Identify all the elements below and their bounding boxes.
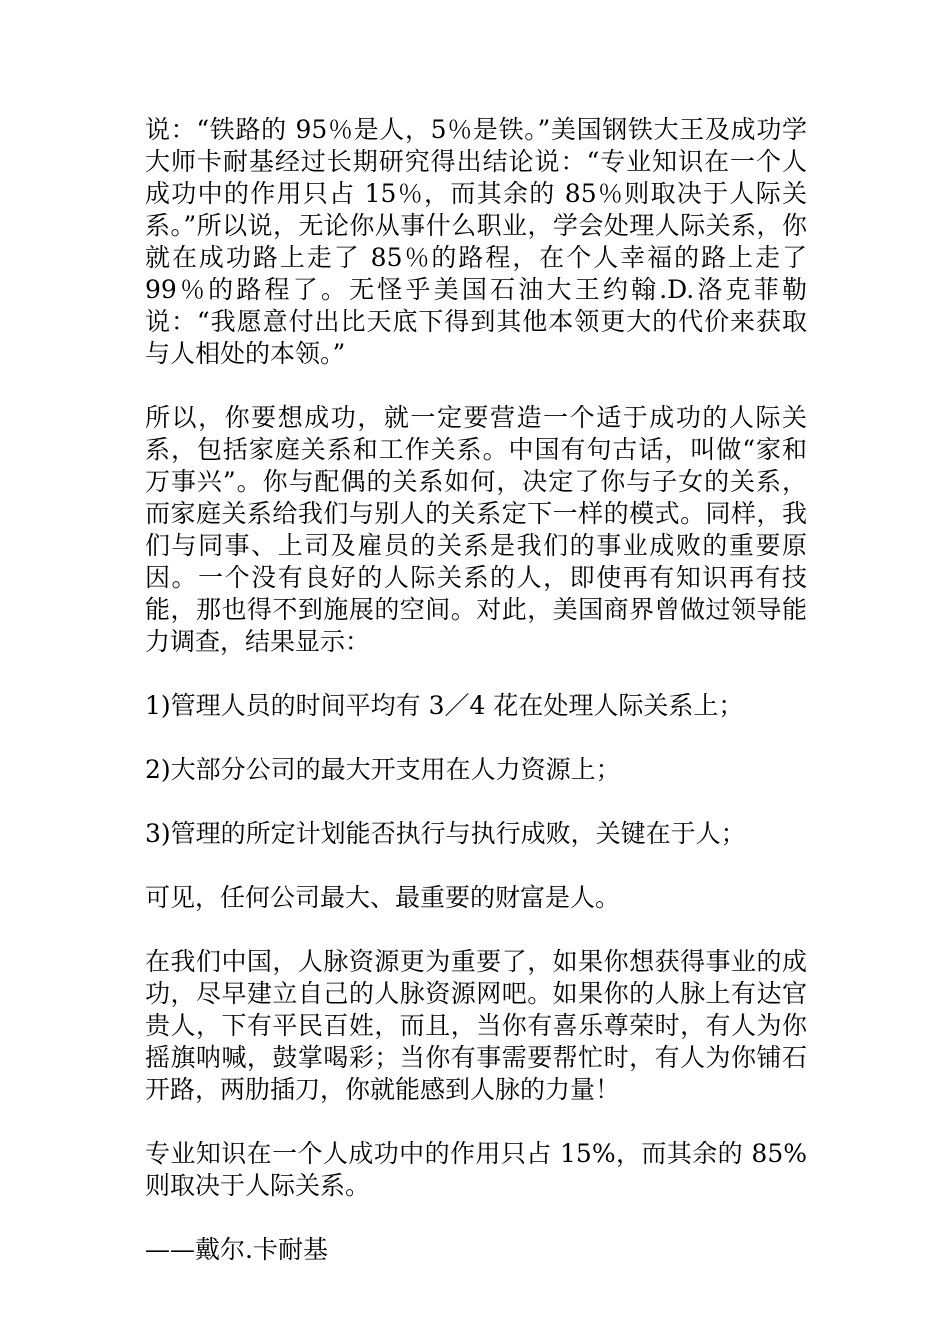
list-item-finding-2: 2)大部分公司的最大开支用在人力资源上； <box>145 755 621 784</box>
quote-attribution: ——戴尔.卡耐基 <box>145 1235 328 1264</box>
list-item-finding-1: 1)管理人员的时间平均有 3／4 花在处理人际关系上； <box>145 691 744 720</box>
paragraph-relationships-success: 所以，你要想成功，就一定要营造一个适于成功的人际关系，包括家庭关系和工作关系。中国有句古话，叫做“家和万事兴”。你与配偶的关系如何，决定了你与子女的关系，而家庭关系给我们与别人的关系定下一样的模式。同样，我们与同事、上司及雇员的关系是我们的事业成败的重要原因。一个没有良好的人际关系的人，即使再有知识再有技能，那也得不到施展的空间。对此，美国商界曾做过领导能力调查，结果显示： <box>145 403 807 656</box>
paragraph-railroad-quote: 说：“铁路的 95％是人，5％是铁。”美国钢铁大王及成功学大师卡耐基经过长期研究得出结论说：“专业知识在一个人成功中的作用只占 15％，而其余的 85％则取决于人际关系。”所以说，无论你从事什么职业，学会处理人际关系，你就在成功路上走了 85％的路程，在个人幸福的路上走了 99％的路程了。无怪乎美国石油大王约翰.D.洛克菲勒说：“我愿意付出比天底下得到其他本领更大的代价来获取与人相处的本领。” <box>145 115 807 368</box>
document-body <box>145 114 807 1298</box>
paragraph-china-network: 在我们中国，人脉资源更为重要了，如果你想获得事业的成功，尽早建立自己的人脉资源网吧。如果你的人脉上有达官贵人，下有平民百姓，而且，当你有喜乐尊荣时，有人为你摇旗呐喊，鼓掌喝彩；当你有事需要帮忙时，有人为你铺石开路，两肋插刀，你就能感到人脉的力量！ <box>145 947 807 1104</box>
quote-text: 专业知识在一个人成功中的作用只占 15%，而其余的 85%则取决于人际关系。 <box>145 1139 807 1200</box>
list-item-finding-3: 3)管理的所定计划能否执行与执行成败，关键在于人； <box>145 819 746 848</box>
paragraph-conclusion: 可见，任何公司最大、最重要的财富是人。 <box>145 883 621 912</box>
